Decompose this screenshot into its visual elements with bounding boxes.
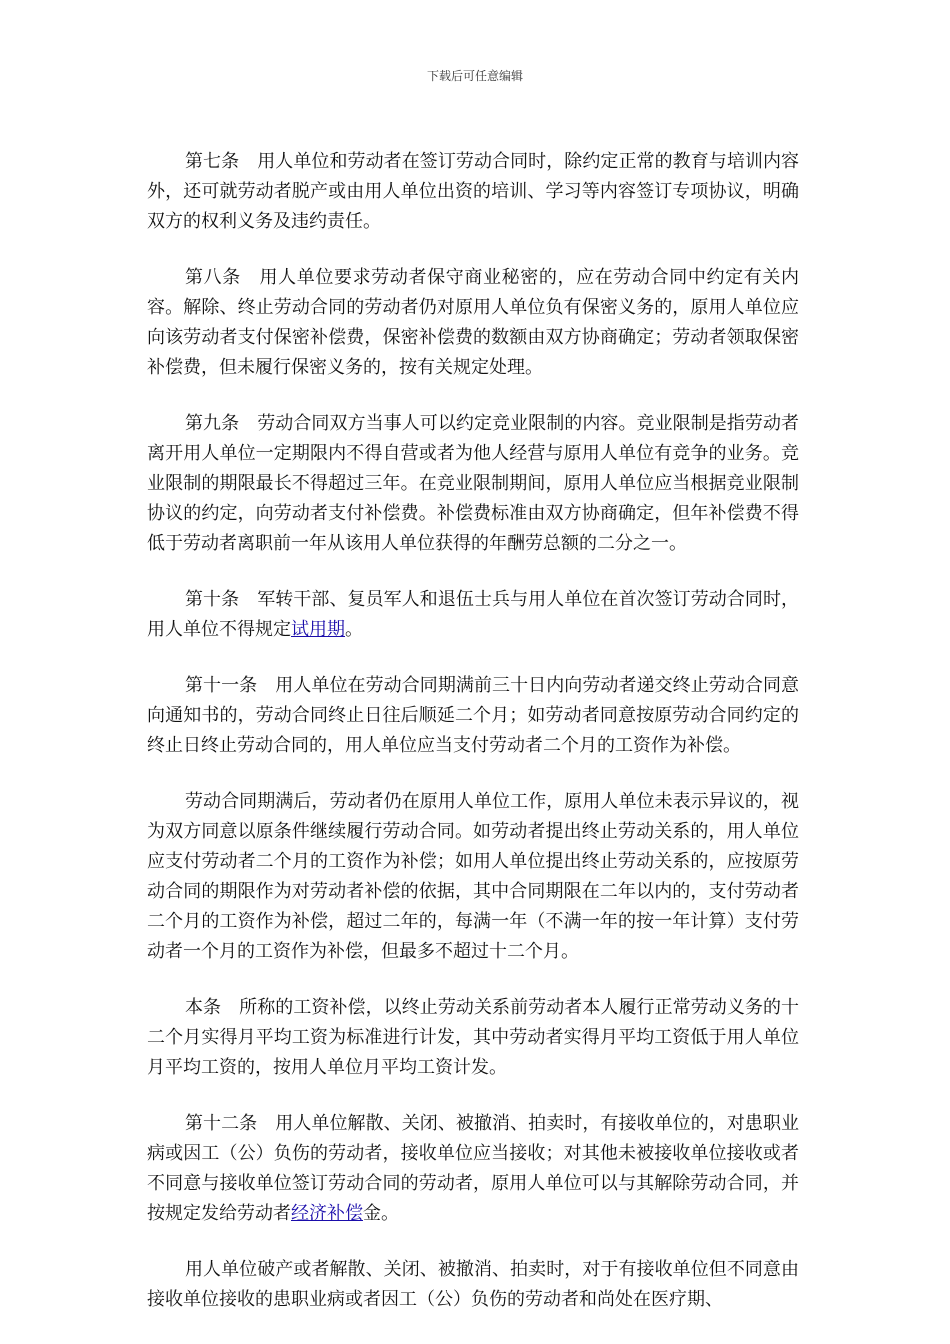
- article-number: 第七条: [185, 151, 240, 172]
- article-text: 劳动合同双方当事人可以约定竞业限制的内容。竞业限制是指劳动者离开用人单位一定期限内不得自营或者为他人经营与原用人单位有竞争的业务。竞业限制的期限最长不得超过三年。在竞业限制期间，原用人单位应当根据竞业限制协议的约定，向劳动者支付补偿费。补偿费标准由双方协商确定，但年补偿费不得低于劳动者离职前一年从该用人单位获得的年酬劳总额的二分之一。: [147, 413, 800, 554]
- article-text: 用人单位和劳动者在签订劳动合同时，除约定正常的教育与培训内容外，还可就劳动者脱产或由用人单位出资的培训、学习等内容签订专项协议，明确双方的权利义务及违约责任。: [147, 151, 800, 232]
- article-7: [147, 147, 799, 237]
- article-11: [147, 671, 799, 761]
- probation-period-link[interactable]: 试用期: [291, 619, 345, 640]
- article-number: 第十二条: [185, 1113, 258, 1134]
- document-body: [147, 147, 799, 1341]
- article-number: 第九条: [185, 413, 240, 434]
- article-9: [147, 409, 799, 559]
- article-8: [147, 263, 799, 383]
- article-12: [147, 1109, 799, 1229]
- article-number: 第十条: [185, 589, 240, 610]
- article-number: 本条: [185, 997, 222, 1018]
- article-text-end: 。: [345, 619, 363, 640]
- article-text-end: 金。: [363, 1203, 399, 1224]
- article-11-wage-compensation: [147, 993, 799, 1083]
- article-number: 第十一条: [185, 675, 258, 696]
- page-header: 下载后可任意编辑: [426, 69, 523, 83]
- article-12-continued: [147, 1255, 799, 1315]
- article-text: 用人单位要求劳动者保守商业秘密的，应在劳动合同中约定有关内容。解除、终止劳动合同的劳动者仍对原用人单位负有保密义务的，原用人单位应向该劳动者支付保密补偿费，保密补偿费的数额由双方协商确定；劳动者领取保密补偿费，但未履行保密义务的，按有关规定处理。: [147, 267, 799, 378]
- paragraph-text: 用人单位破产或者解散、关闭、被撤消、拍卖时，对于有接收单位但不同意由接收单位接收的患职业病或者因工（公）负伤的劳动者和尚处在医疗期、: [147, 1259, 799, 1310]
- article-10: [147, 585, 799, 645]
- article-text: 军转干部、复员军人和退伍士兵与用人单位在首次签订劳动合同时，用人单位不得规定: [147, 589, 800, 640]
- economic-compensation-link[interactable]: 经济补偿: [291, 1203, 363, 1224]
- article-11-continued: [147, 787, 799, 967]
- article-text: 所称的工资补偿，以终止劳动关系前劳动者本人履行正常劳动义务的十二个月实得月平均工资为标准进行计发，其中劳动者实得月平均工资低于用人单位月平均工资的，按用人单位月平均工资计发。: [147, 997, 800, 1078]
- article-text: 用人单位在劳动合同期满前三十日内向劳动者递交终止劳动合同意向通知书的，劳动合同终止日往后顺延二个月；如劳动者同意按原劳动合同约定的终止日终止劳动合同的，用人单位应当支付劳动者二个月的工资作为补偿。: [147, 675, 800, 756]
- article-text: 用人单位解散、关闭、被撤消、拍卖时，有接收单位的，对患职业病或因工（公）负伤的劳动者，接收单位应当接收；对其他未被接收单位接收或者不同意与接收单位签订劳动合同的劳动者，原用人单位可以与其解除劳动合同，并按规定发给劳动者: [147, 1113, 800, 1224]
- article-number: 第八条: [185, 267, 241, 288]
- paragraph-text: 劳动合同期满后，劳动者仍在原用人单位工作，原用人单位未表示异议的，视为双方同意以原条件继续履行劳动合同。如劳动者提出终止劳动关系的，用人单位应支付劳动者二个月的工资作为补偿；如用人单位提出终止劳动关系的，应按原劳动合同的期限作为对劳动者补偿的依据，其中合同期限在二年以内的，支付劳动者二个月的工资作为补偿，超过二年的，每满一年（不满一年的按一年计算）支付劳动者一个月的工资作为补偿，但最多不超过十二个月。: [147, 791, 799, 962]
